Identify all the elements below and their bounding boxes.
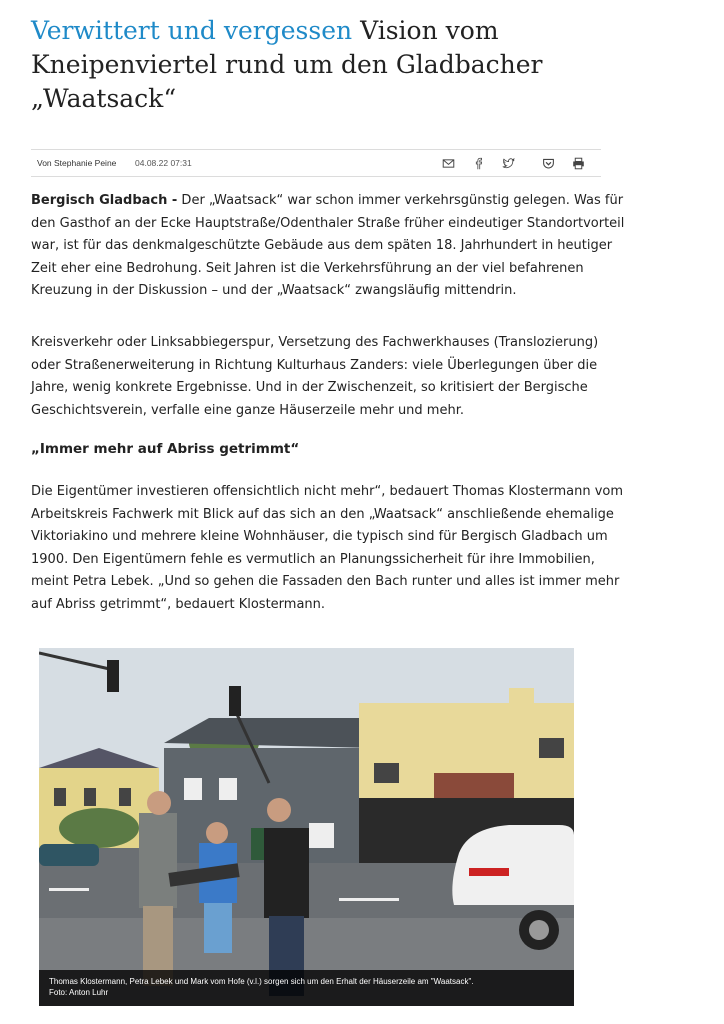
paragraph-3: Die Eigentümer investieren offensichtlich nicht mehr“, bedauert Thomas Klostermann vom Arbeitskreis Fachwerk mit Blick auf das sich an den „Waatsack“ anschließende ehemalige Viktoriakino und mehrere kleine Wohnhäuser, die typisch sind für Bergisch Gladbach um 1900. Den Eigentümern fehle es vermutlich an Planungssicherheit für ihre Immobilien, meint Petra Lebek. „Und so gehen die Fassaden den Bach runter und alles ist immer mehr auf Abriss getrimmt“, bedauert Klostermann.	[31, 484, 624, 612]
pocket-icon[interactable]	[533, 154, 563, 172]
headline-kicker: Verwittert und vergessen	[31, 16, 353, 45]
dateline: Bergisch Gladbach -	[31, 193, 178, 208]
photo-credit: Foto: Anton Luhr	[49, 988, 109, 997]
twitter-icon[interactable]	[493, 154, 523, 172]
photo-caption-text: Thomas Klostermann, Petra Lebek und Mark vom Hofe (v.l.) sorgen sich um den Erhalt der Häuserzeile am "Waatsack".	[49, 977, 474, 986]
author-byline: Von Stephanie Peine	[37, 158, 117, 168]
article-meta-bar	[31, 149, 601, 177]
article-photo	[39, 648, 574, 1006]
mail-icon[interactable]	[433, 154, 463, 172]
photo-caption	[39, 970, 574, 1006]
article-headline	[31, 14, 631, 116]
print-icon[interactable]	[563, 154, 593, 172]
paragraph-lead	[31, 190, 626, 303]
street-scene-photo	[39, 648, 574, 1006]
paragraph-2: Kreisverkehr oder Linksabbiegerspur, Versetzung des Fachwerkhauses (Translozierung) oder Straßenerweiterung in Richtung Kulturhaus Zanders: viele Überlegungen über die Jahre, wenig konkrete Ergebnisse. Und in der Zwischenzeit, so kritisiert der Bergische Geschichtsverein, verfalle eine ganze Häuserzeile mehr und mehr.	[31, 335, 599, 418]
section-subheading: „Immer mehr auf Abriss getrimmt“	[31, 441, 300, 457]
paragraph-lead-text: Der „Waatsack“ war schon immer verkehrsgünstig gelegen. Was für den Gasthof an der Ecke Hauptstraße/Odenthaler Straße früher eindeutiger Standortvorteil war, ist für das denkmalgeschützte Gebäude aus dem späten 18. Jahrhundert in heutiger Zeit eher eine Bedrohung. Seit Jahren ist die Verkehrsführung an der viel befahrenen Kreuzung in der Diskussion – und der „Waatsack“ zwangsläufig mittendrin.	[31, 193, 625, 298]
publish-date: 04.08.22 07:31	[135, 158, 192, 168]
headline-title: Vision vom Kneipenviertel rund um den Gladbacher „Waatsack“	[31, 16, 543, 113]
share-toolbar	[433, 154, 593, 172]
facebook-icon[interactable]	[463, 154, 493, 172]
